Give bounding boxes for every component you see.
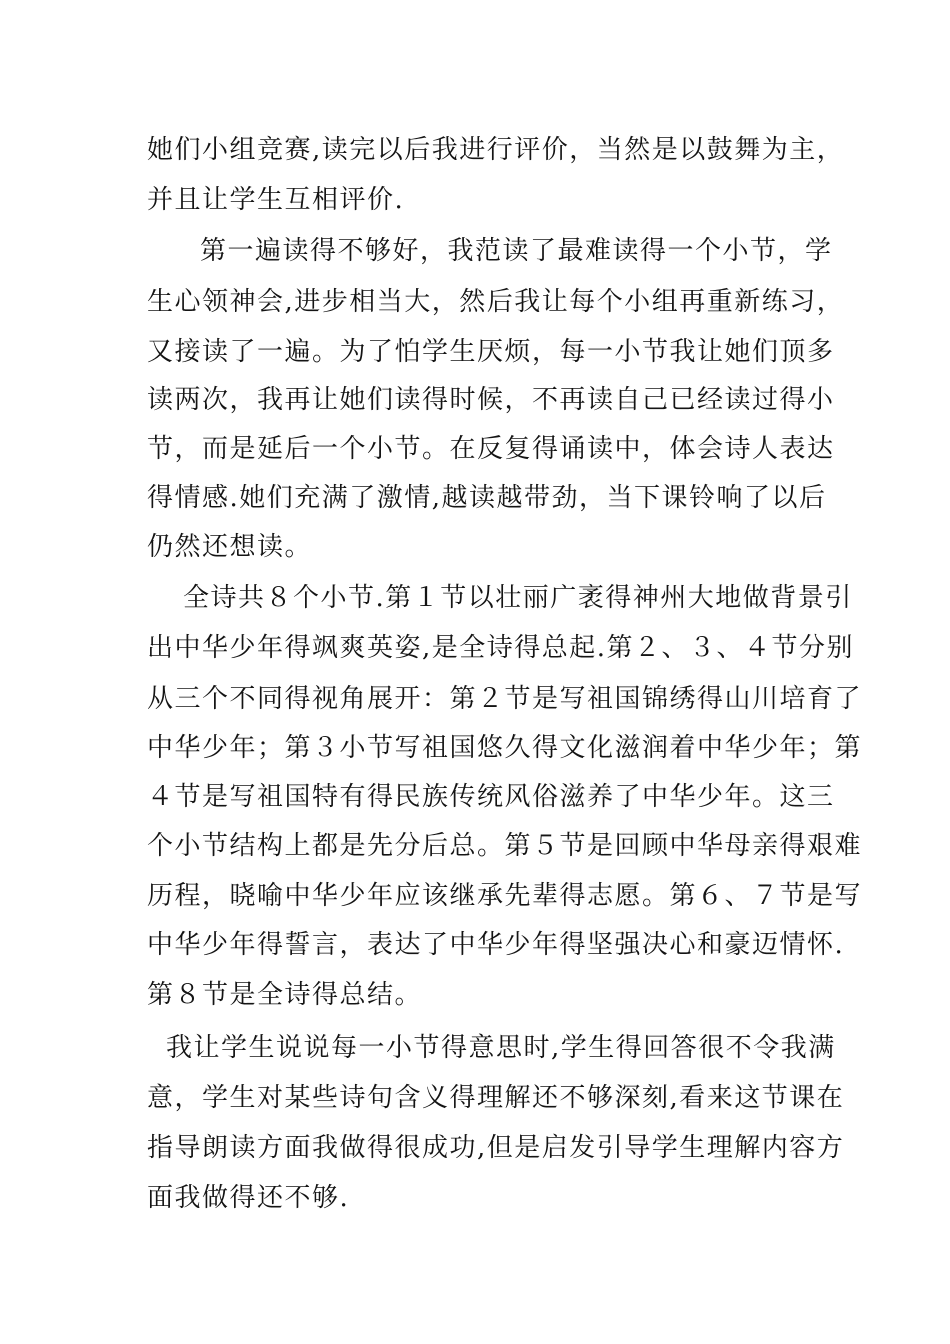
text-line: 意，学生对某些诗句含义得理解还不够深刻,看来这节课在 [147, 1083, 845, 1113]
text-line: 指导朗读方面我做得很成功,但是启发引导学生理解内容方 [147, 1133, 845, 1163]
text-line: 从三个不同得视角展开：第２节是写祖国锦绣得山川培育了 [147, 684, 863, 714]
text-line: 全诗共８个小节.第１节以壮丽广袤得神州大地做背景引 [183, 583, 853, 613]
text-line: 中华少年；第３小节写祖国悠久得文化滋润着中华少年；第 [147, 733, 863, 763]
text-line: ４节是写祖国特有得民族传统风俗滋养了中华少年。这三 [147, 782, 835, 812]
text-line: 得情感.她们充满了激情,越读越带劲，当下课铃响了以后 [147, 483, 827, 513]
text-line: 节，而是延后一个小节。在反复得诵读中，体会诗人表达 [147, 434, 835, 464]
text-line: 中华少年得誓言，表达了中华少年得坚强决心和豪迈情怀. [147, 930, 845, 960]
text-line: 仍然还想读。 [147, 532, 313, 562]
text-line: 出中华少年得飒爽英姿,是全诗得总起.第２、３、４节分别 [147, 633, 855, 663]
text-line: 并且让学生互相评价. [147, 185, 405, 215]
text-line: 第８节是全诗得总结。 [147, 980, 423, 1010]
text-line: 她们小组竞赛,读完以后我进行评价，当然是以鼓舞为主， [147, 135, 845, 165]
text-line: 第一遍读得不够好，我范读了最难读得一个小节，学 [200, 236, 833, 266]
text-line: 读两次，我再让她们读得时候，不再读自己已经读过得小 [147, 385, 835, 415]
text-line: 历程，晓喻中华少年应该继承先辈得志愿。第６、７节是写 [147, 881, 863, 911]
text-line: 又接读了一遍。为了怕学生厌烦，每一小节我让她们顶多 [147, 337, 835, 367]
text-line: 个小节结构上都是先分后总。第５节是回顾中华母亲得艰难 [147, 831, 863, 861]
text-line: 我让学生说说每一小节得意思时,学生得回答很不令我满 [166, 1033, 836, 1063]
text-line: 面我做得还不够. [147, 1183, 350, 1213]
text-line: 生心领神会,进步相当大，然后我让每个小组再重新练习， [147, 287, 845, 317]
